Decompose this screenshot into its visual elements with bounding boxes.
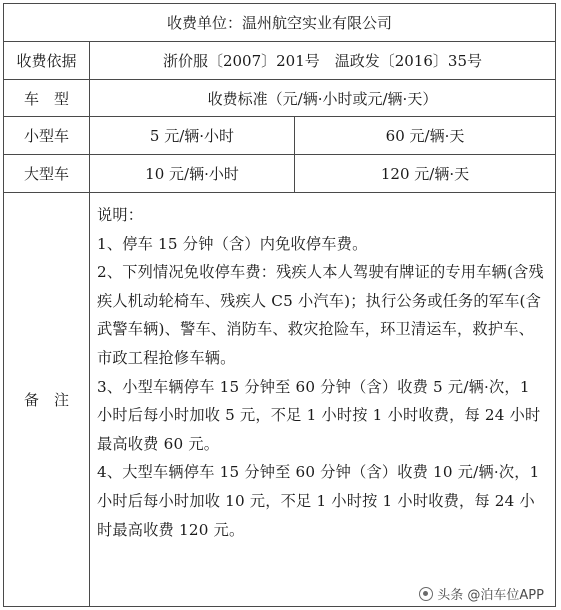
daily-rate: 120 元/辆·天 [380, 165, 470, 183]
vehicle-type: 大型车 [4, 155, 90, 192]
notes-heading: 说明： [97, 206, 144, 224]
standard-header: 收费标准（元/辆·小时或元/辆·天） [207, 89, 438, 108]
note-item: 1、停车 15 分钟（含）内免收停车费。 [97, 234, 368, 253]
daily-rate: 60 元/辆·天 [385, 127, 465, 145]
notes-label: 备 注 [4, 193, 90, 606]
camera-icon [419, 587, 433, 601]
basis-row [4, 42, 555, 80]
watermark-text: 头条 @泊车位APP [437, 588, 544, 603]
hourly-rate: 5 元/辆·小时 [90, 117, 295, 154]
watermark [416, 583, 547, 604]
notes-content [90, 193, 555, 606]
basis-value: 浙价服〔2007〕201号 温政发〔2016〕35号 [162, 52, 483, 70]
note-item: 4、大型车辆停车 15 分钟至 60 分钟（含）收费 10 元/辆·次，1 小时后每小时加收 10 元，不足 1 小时按 1 小时收费，每 24 小时最高收费 120 元。 [97, 463, 540, 539]
vehicle-type: 小型车 [4, 117, 90, 154]
note-item: 3、小型车辆停车 15 分钟至 60 分钟（含）收费 5 元/辆·次，1 小时后每小时加收 5 元，不足 1 小时按 1 小时收费，每 24 小时最高收费 60 元。 [97, 377, 541, 453]
note-item: 2、下列情况免收停车费：残疾人本人驾驶有牌证的专用车辆(含残疾人机动轮椅车、残疾人 C5 小汽车)；执行公务或任务的军车(含武警车辆)、警车、消防车、救灾抢险车，环卫清运车，救护车、市政工程抢修车辆。 [97, 263, 544, 367]
fee-table [3, 3, 556, 607]
notes-row [4, 193, 555, 606]
hourly-rate: 10 元/辆·小时 [90, 155, 295, 192]
type-header: 车 型 [4, 80, 90, 116]
table-row [4, 117, 555, 155]
fee-unit-title: 收费单位：温州航空实业有限公司 [166, 14, 392, 32]
title-row [4, 4, 555, 42]
header-row [4, 80, 555, 117]
table-row [4, 155, 555, 193]
basis-label: 收费依据 [4, 42, 90, 79]
